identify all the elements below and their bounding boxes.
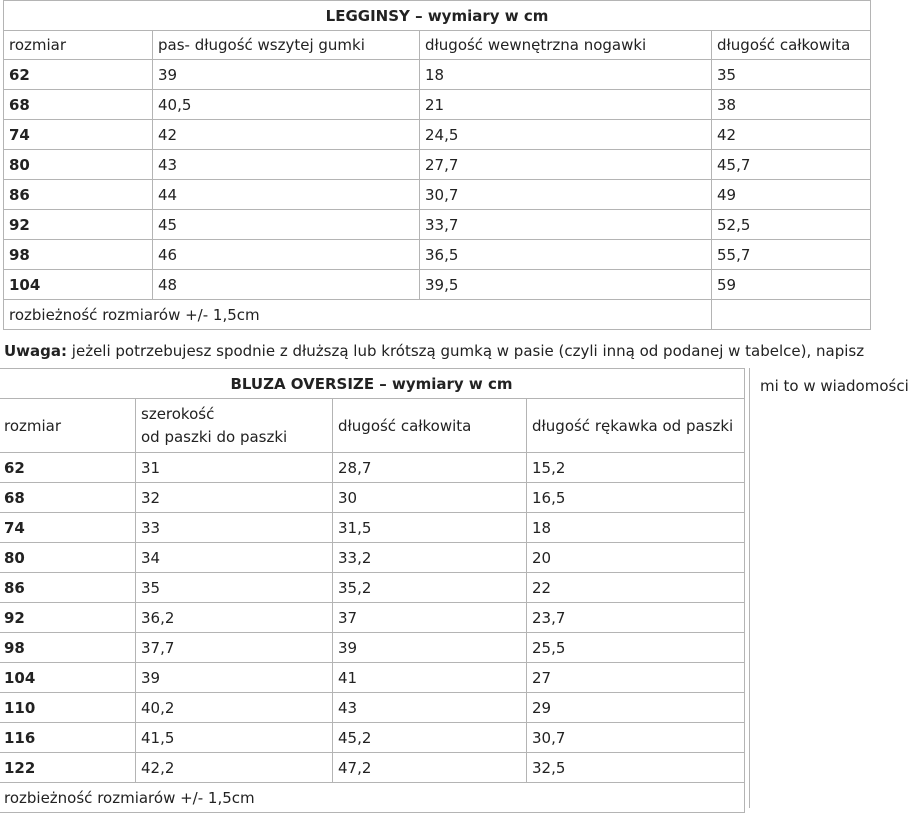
table-cell: 24,5 <box>420 120 712 150</box>
hoodie-table-title: BLUZA OVERSIZE – wymiary w cm <box>0 369 745 399</box>
table-cell-size: 110 <box>0 693 136 723</box>
hoodie-size-table <box>0 368 745 813</box>
table-cell: 39 <box>333 633 527 663</box>
table-cell: 28,7 <box>333 453 527 483</box>
table-cell: 27,7 <box>420 150 712 180</box>
table-cell: 41 <box>333 663 527 693</box>
table-cell: 43 <box>153 150 420 180</box>
table-cell: 42 <box>153 120 420 150</box>
table-cell: 52,5 <box>712 210 871 240</box>
table-cell: 42,2 <box>136 753 333 783</box>
table-cell-size: 62 <box>4 60 153 90</box>
table-cell: 27 <box>527 663 745 693</box>
table-cell: 30,7 <box>420 180 712 210</box>
table-cell-size: 98 <box>4 240 153 270</box>
leggings-header-total-length: długość całkowita <box>712 31 871 60</box>
table-cell: 40,2 <box>136 693 333 723</box>
table-cell-size: 116 <box>0 723 136 753</box>
table-cell: 59 <box>712 270 871 300</box>
hoodie-size-tolerance: rozbieżność rozmiarów +/- 1,5cm <box>0 783 745 813</box>
table-cell-size: 92 <box>0 603 136 633</box>
table-cell: 37,7 <box>136 633 333 663</box>
table-cell-size: 68 <box>0 483 136 513</box>
note-label: Uwaga: <box>4 342 68 360</box>
table-cell: 33 <box>136 513 333 543</box>
leggings-size-table <box>3 0 871 330</box>
hoodie-header-width-label: szerokość od paszki do paszki <box>141 404 288 446</box>
hoodie-header-size: rozmiar <box>0 399 136 453</box>
hoodie-header-sleeve-length: długość rękawka od paszki <box>527 399 745 453</box>
table-cell-size: 98 <box>0 633 136 663</box>
leggings-header-size: rozmiar <box>4 31 153 60</box>
table-cell: 49 <box>712 180 871 210</box>
table-cell: 55,7 <box>712 240 871 270</box>
table-cell: 41,5 <box>136 723 333 753</box>
note-text: jeżeli potrzebujesz spodnie z dłuższą lub krótszą gumką w pasie (czyli inną od podanej w tabelce), napisz <box>67 342 865 360</box>
table-cell: 35,2 <box>333 573 527 603</box>
table-cell-size: 104 <box>0 663 136 693</box>
table-cell: 33,2 <box>333 543 527 573</box>
table-cell: 20 <box>527 543 745 573</box>
table-cell-size: 74 <box>0 513 136 543</box>
table-cell-size: 68 <box>4 90 153 120</box>
table-cell: 40,5 <box>153 90 420 120</box>
table-cell: 46 <box>153 240 420 270</box>
table-cell-size: 86 <box>0 573 136 603</box>
table-cell-size: 62 <box>0 453 136 483</box>
table-cell: 37 <box>333 603 527 633</box>
table-cell: 30 <box>333 483 527 513</box>
table-cell: 30,7 <box>527 723 745 753</box>
table-cell: 34 <box>136 543 333 573</box>
note-continuation-cell <box>749 368 915 808</box>
table-cell: 21 <box>420 90 712 120</box>
table-cell: 43 <box>333 693 527 723</box>
table-cell-size: 86 <box>4 180 153 210</box>
hoodie-header-total-length: długość całkowita <box>333 399 527 453</box>
table-cell-size: 80 <box>0 543 136 573</box>
table-cell: 44 <box>153 180 420 210</box>
table-cell: 15,2 <box>527 453 745 483</box>
leggings-table-title: LEGGINSY – wymiary w cm <box>4 1 871 31</box>
note-continuation: mi to w wiadomości <box>760 377 909 395</box>
table-cell-size: 92 <box>4 210 153 240</box>
table-cell: 16,5 <box>527 483 745 513</box>
table-cell: 42 <box>712 120 871 150</box>
table-cell-size: 122 <box>0 753 136 783</box>
table-cell: 31 <box>136 453 333 483</box>
table-cell: 18 <box>420 60 712 90</box>
table-cell: 32 <box>136 483 333 513</box>
table-cell: 33,7 <box>420 210 712 240</box>
table-cell: 45,2 <box>333 723 527 753</box>
table-cell: 29 <box>527 693 745 723</box>
size-note <box>4 341 915 361</box>
table-cell: 31,5 <box>333 513 527 543</box>
table-cell-size: 74 <box>4 120 153 150</box>
table-cell-size: 80 <box>4 150 153 180</box>
table-cell: 35 <box>712 60 871 90</box>
table-cell: 39 <box>153 60 420 90</box>
leggings-header-waist: pas- długość wszytej gumki <box>153 31 420 60</box>
table-cell: 39 <box>136 663 333 693</box>
table-cell: 47,2 <box>333 753 527 783</box>
table-cell: 18 <box>527 513 745 543</box>
table-cell: 45 <box>153 210 420 240</box>
table-cell: 35 <box>136 573 333 603</box>
table-cell: 48 <box>153 270 420 300</box>
table-cell: 23,7 <box>527 603 745 633</box>
table-cell-size: 104 <box>4 270 153 300</box>
table-cell: 45,7 <box>712 150 871 180</box>
leggings-header-inseam: długość wewnętrzna nogawki <box>420 31 712 60</box>
table-cell: 36,2 <box>136 603 333 633</box>
hoodie-header-width <box>136 399 333 453</box>
table-cell: 32,5 <box>527 753 745 783</box>
table-cell: 36,5 <box>420 240 712 270</box>
table-cell-empty <box>712 300 871 330</box>
table-cell: 38 <box>712 90 871 120</box>
table-cell: 25,5 <box>527 633 745 663</box>
leggings-size-tolerance: rozbieżność rozmiarów +/- 1,5cm <box>4 300 712 330</box>
table-cell: 22 <box>527 573 745 603</box>
table-cell: 39,5 <box>420 270 712 300</box>
